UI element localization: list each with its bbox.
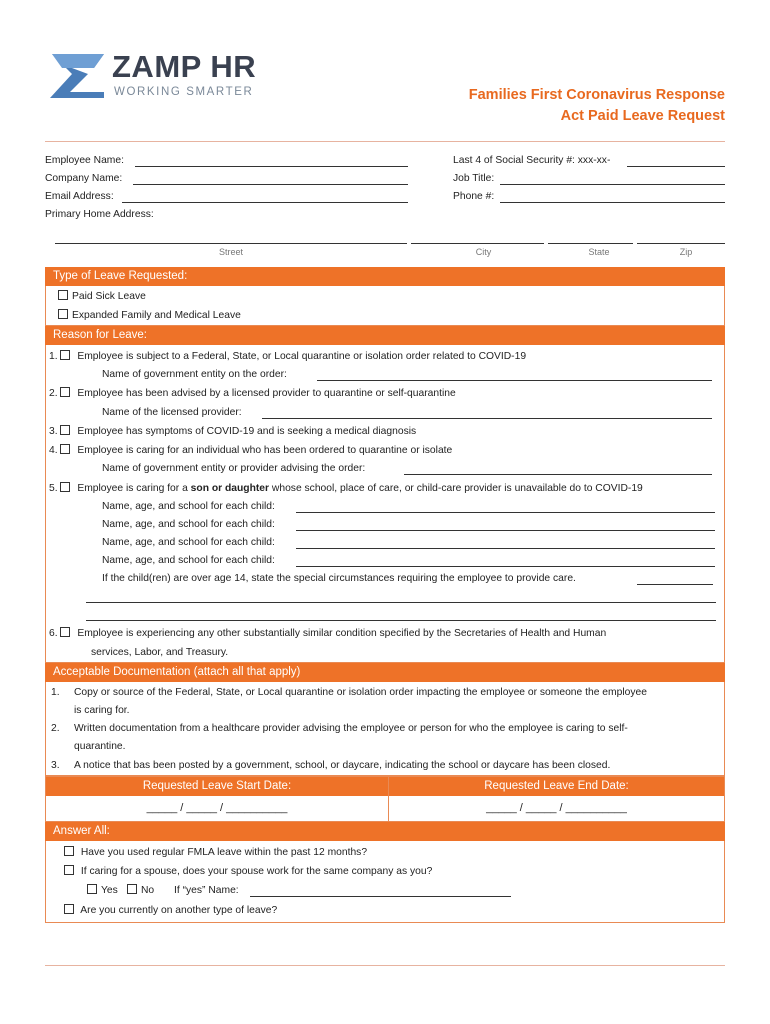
start-date-cell xyxy=(46,777,389,821)
street-caption: Street xyxy=(218,247,243,257)
paid-sick-leave-label: Paid Sick Leave xyxy=(72,291,146,302)
ssn-label: Last 4 of Social Security #: xxx-xx- xyxy=(453,155,611,166)
reason-5-number: 5. xyxy=(49,483,58,494)
question-3-text: Are you currently on another type of leave? xyxy=(80,905,278,916)
child-info-label-3: Name, age, and school for each child: xyxy=(102,537,275,548)
reason-6-number: 6. xyxy=(49,628,58,639)
phone-label: Phone #: xyxy=(453,191,495,202)
end-date-label: Requested Leave End Date: xyxy=(389,777,724,796)
form-title-line1: Families First Coronavirus Response xyxy=(468,87,725,103)
city-caption: City xyxy=(475,247,492,257)
over-14-line-3[interactable] xyxy=(86,609,716,621)
spouse-name-label: If “yes” Name: xyxy=(174,885,239,896)
doc-1-text-cont: is caring for. xyxy=(74,705,130,716)
reason-5-checkbox[interactable] xyxy=(60,482,70,492)
reason-6-text-cont: services, Labor, and Treasury. xyxy=(91,647,229,658)
reason-6[interactable] xyxy=(49,627,606,641)
start-date-label: Requested Leave Start Date: xyxy=(46,777,388,796)
street-field[interactable] xyxy=(55,232,407,244)
question-1-text: Have you used regular FMLA leave within the past 12 months? xyxy=(80,847,368,858)
paid-sick-leave-checkbox[interactable] xyxy=(58,290,68,300)
spouse-name-field[interactable] xyxy=(250,885,511,897)
child-info-label-1: Name, age, and school for each child: xyxy=(102,501,275,512)
reason-2-checkbox[interactable] xyxy=(60,387,70,397)
end-date-field[interactable]: _____ / _____ / __________ xyxy=(486,802,627,814)
reason-1-text: Employee is subject to a Federal, State, or Local quarantine or isolation order related to COVID-19 xyxy=(77,351,527,362)
email-address-label: Email Address: xyxy=(45,191,114,202)
over-14-field[interactable] xyxy=(637,573,713,585)
question-1[interactable] xyxy=(64,846,367,860)
reason-4-checkbox[interactable] xyxy=(60,444,70,454)
zamp-logo-icon xyxy=(48,52,108,100)
reason-1-sub-field[interactable] xyxy=(317,369,712,381)
leave-type-header: Type of Leave Requested: xyxy=(45,267,725,286)
reason-4-number: 4. xyxy=(49,445,58,456)
question-2[interactable] xyxy=(64,865,432,879)
reason-6-text: Employee is experiencing any other substantially similar condition specified by the Secretaries of Health and Human xyxy=(77,628,607,639)
doc-1-number: 1. xyxy=(51,687,60,698)
question-1-checkbox[interactable] xyxy=(64,846,74,856)
start-date-field[interactable]: _____ / _____ / __________ xyxy=(146,802,288,814)
employee-name-label: Employee Name: xyxy=(45,155,124,166)
leave-dates-table xyxy=(45,776,725,822)
reason-2-sub-label: Name of the licensed provider: xyxy=(102,407,242,418)
header-divider xyxy=(45,141,725,142)
answer-all-header: Answer All: xyxy=(45,822,725,841)
expanded-fmla-checkbox[interactable] xyxy=(58,309,68,319)
doc-3-text: A notice that bas been posted by a government, school, or daycare, indicating the school or daycare has been closed. xyxy=(74,760,611,771)
reason-header: Reason for Leave: xyxy=(45,326,725,345)
reason-1-checkbox[interactable] xyxy=(60,350,70,360)
reason-3[interactable] xyxy=(49,425,416,439)
form-title-line2: Act Paid Leave Request xyxy=(560,108,725,124)
reason-2-number: 2. xyxy=(49,388,58,399)
question-2-text: If caring for a spouse, does your spouse work for the same company as you? xyxy=(80,866,433,877)
zip-field[interactable] xyxy=(637,232,725,244)
question-3-checkbox[interactable] xyxy=(64,904,74,914)
reason-6-checkbox[interactable] xyxy=(60,627,70,637)
child-info-field-3[interactable] xyxy=(296,537,715,549)
reason-3-number: 3. xyxy=(49,426,58,437)
reason-5[interactable] xyxy=(49,482,643,496)
paid-sick-leave-option[interactable] xyxy=(58,290,146,304)
reason-1[interactable] xyxy=(49,350,526,364)
state-caption: State xyxy=(588,247,610,257)
phone-field[interactable] xyxy=(500,191,725,203)
reason-4[interactable] xyxy=(49,444,452,458)
doc-2-text: Written documentation from a healthcare provider advising the employee or person for who the employee is caring to self- xyxy=(74,723,628,734)
brand-name: ZAMP HR xyxy=(112,49,257,84)
reason-4-sub-label: Name of government entity or provider advising the order: xyxy=(102,463,366,474)
form-title xyxy=(469,85,725,127)
job-title-label: Job Title: xyxy=(453,173,495,184)
reason-5-text-pre: Employee is caring for a xyxy=(77,483,191,494)
spouse-yes-checkbox[interactable] xyxy=(87,884,97,894)
question-2-checkbox[interactable] xyxy=(64,865,74,875)
child-info-field-4[interactable] xyxy=(296,555,715,567)
job-title-field[interactable] xyxy=(500,173,725,185)
reason-4-text: Employee is caring for an individual who has been ordered to quarantine or isolate xyxy=(77,445,453,456)
doc-3-number: 3. xyxy=(51,760,60,771)
spouse-no-label: No xyxy=(141,885,155,896)
child-info-field-1[interactable] xyxy=(296,501,715,513)
reason-5-text-post: whose school, place of care, or child-care provider is unavailable do to COVID-19 xyxy=(269,483,643,494)
company-name-label: Company Name: xyxy=(45,173,123,184)
reason-3-text: Employee has symptoms of COVID-19 and is seeking a medical diagnosis xyxy=(77,426,417,437)
child-info-label-4: Name, age, and school for each child: xyxy=(102,555,275,566)
spouse-yes-option[interactable] xyxy=(87,884,118,898)
zip-caption: Zip xyxy=(679,247,693,257)
reason-2-sub-field[interactable] xyxy=(262,407,712,419)
child-info-field-2[interactable] xyxy=(296,519,715,531)
expanded-fmla-label: Expanded Family and Medical Leave xyxy=(72,310,241,321)
expanded-fmla-option[interactable] xyxy=(58,309,241,323)
reason-2[interactable] xyxy=(49,387,456,401)
reason-1-number: 1. xyxy=(49,351,58,362)
doc-1-text: Copy or source of the Federal, State, or Local quarantine or isolation order impacting the employee or someone the employee xyxy=(74,687,647,698)
spouse-yes-label: Yes xyxy=(101,885,118,896)
brand-tagline: WORKING SMARTER xyxy=(114,86,254,98)
email-address-field[interactable] xyxy=(122,191,408,203)
over-14-line-2[interactable] xyxy=(86,591,716,603)
ssn-field[interactable] xyxy=(627,155,725,167)
doc-2-number: 2. xyxy=(51,723,60,734)
city-field[interactable] xyxy=(411,232,544,244)
reason-4-sub-field[interactable] xyxy=(404,463,712,475)
home-address-label: Primary Home Address: xyxy=(45,209,154,220)
footer-divider xyxy=(45,965,725,966)
documentation-header: Acceptable Documentation (attach all that apply) xyxy=(45,663,725,682)
company-name-field[interactable] xyxy=(133,173,408,185)
doc-2-text-cont: quarantine. xyxy=(74,741,126,752)
state-field[interactable] xyxy=(548,232,633,244)
reason-2-text: Employee has been advised by a licensed provider to quarantine or self-quarantine xyxy=(77,388,456,399)
end-date-cell xyxy=(389,777,724,821)
employee-name-field[interactable] xyxy=(135,155,408,167)
spouse-no-checkbox[interactable] xyxy=(127,884,137,894)
reason-5-text-bold: son or daughter xyxy=(190,483,270,494)
reason-1-sub-label: Name of government entity on the order: xyxy=(102,369,287,380)
over-14-label: If the child(ren) are over age 14, state the special circumstances requiring the employee to provide care. xyxy=(102,573,576,584)
question-3[interactable] xyxy=(64,904,277,918)
child-info-label-2: Name, age, and school for each child: xyxy=(102,519,275,530)
reason-3-checkbox[interactable] xyxy=(60,425,70,435)
spouse-no-option[interactable] xyxy=(127,884,154,898)
